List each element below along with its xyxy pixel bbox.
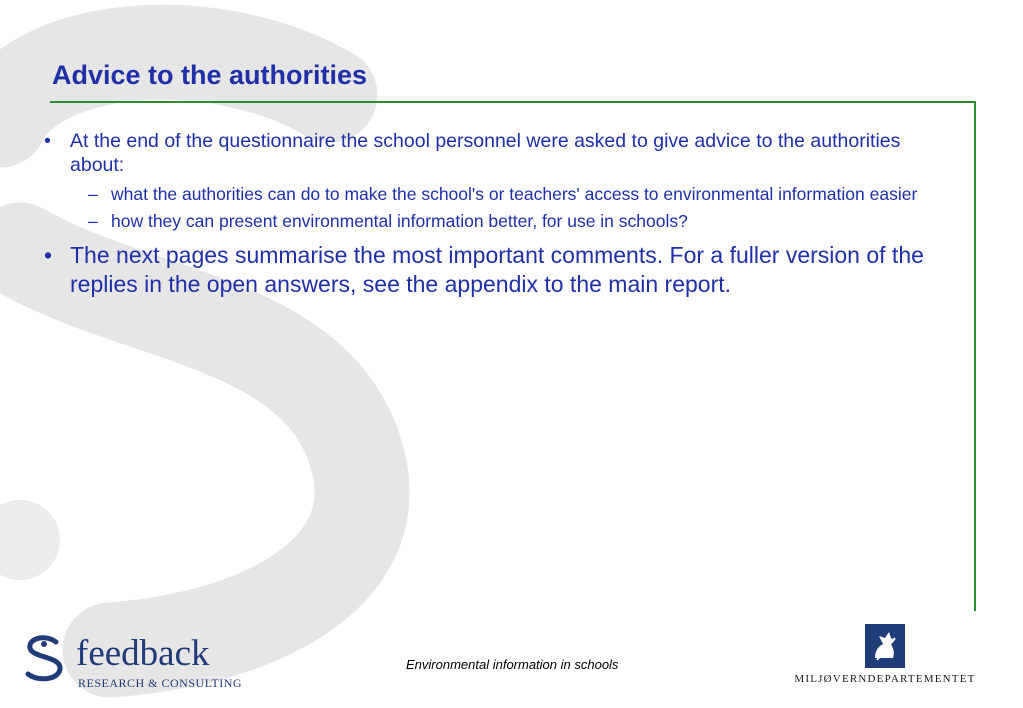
- lion-crest-icon: [863, 624, 907, 668]
- sub-bullet-text: how they can present environmental information better, for use in schools?: [111, 211, 688, 231]
- frame-right-line: [974, 101, 976, 611]
- bullet-item: [40, 129, 940, 232]
- bullet-item: [40, 241, 940, 299]
- feedback-wordmark: feedback: [76, 633, 210, 674]
- bullet-list: [40, 129, 940, 299]
- sub-bullet-text: what the authorities can do to make the school's or teachers' access to environmental information easier: [111, 184, 918, 204]
- feedback-subtitle: RESEARCH & CONSULTING: [78, 676, 243, 690]
- bullet-text: The next pages summarise the most important comments. For a fuller version of the replies in the open answers, see the appendix to the main report.: [70, 242, 924, 297]
- sub-bullet-item: [70, 210, 940, 232]
- feedback-swirl-icon: [22, 634, 68, 682]
- ministry-logo: [790, 624, 980, 694]
- ministry-name: MILJØVERNDEPARTEMENTET: [794, 673, 976, 685]
- bullet-glyph: •: [44, 130, 51, 152]
- slide-title: Advice to the authorities: [52, 60, 368, 90]
- footer-caption: Environmental information in schools: [406, 657, 619, 672]
- bullet-glyph: •: [44, 242, 53, 268]
- bullet-text: At the end of the questionnaire the school personnel were asked to give advice to the authorities about:: [70, 130, 901, 176]
- sub-bullet-list: [70, 183, 940, 232]
- feedback-logo: [22, 632, 252, 692]
- frame-top-line: [50, 101, 976, 103]
- dash-glyph: –: [88, 184, 98, 204]
- sub-bullet-item: [70, 183, 940, 205]
- slide-content: [40, 129, 940, 299]
- dash-glyph: –: [88, 211, 98, 231]
